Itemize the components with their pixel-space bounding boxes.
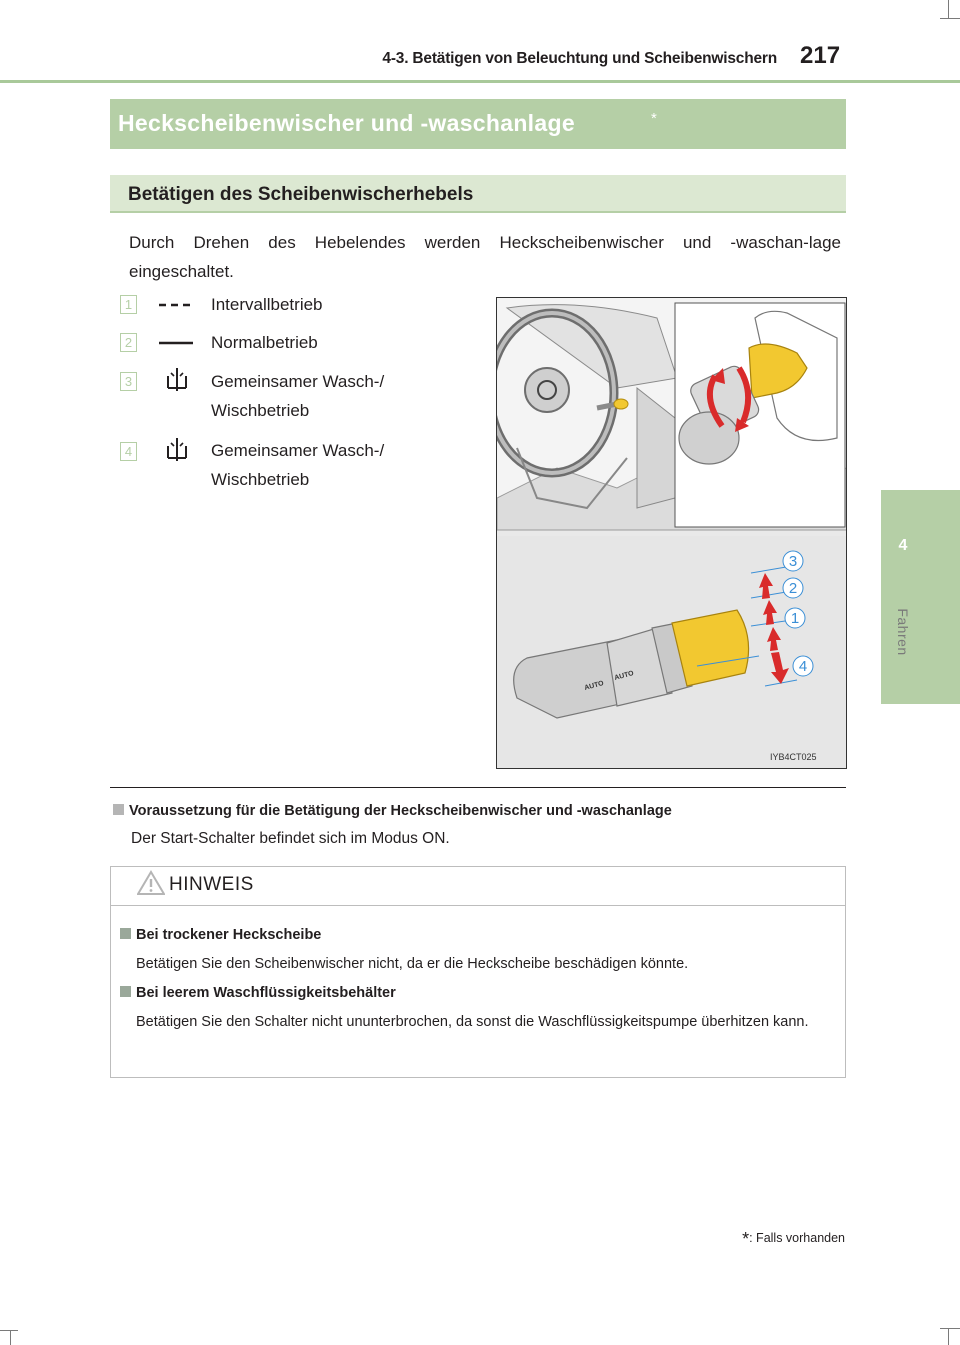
crop-mark	[0, 1330, 18, 1331]
lever-label-auto-1: AUTO	[613, 670, 635, 682]
crop-mark	[940, 1328, 960, 1329]
dashed-line-icon	[158, 302, 194, 308]
lever-label-auto-2: AUTO	[583, 680, 605, 692]
notice-title: HINWEIS	[169, 874, 254, 895]
section-header: 4-3. Betätigen von Beleuchtung und Scheibenwischern	[382, 50, 777, 67]
section-divider	[110, 787, 846, 788]
bullet-square-icon	[120, 986, 131, 997]
callout-3: 3	[788, 553, 798, 570]
callout-1: 1	[790, 610, 800, 627]
header-rule	[0, 80, 960, 83]
notice-rule	[111, 905, 845, 906]
crop-mark	[940, 18, 960, 19]
callout-2: 2	[788, 580, 798, 597]
illustration-code: IYB4CT025	[770, 752, 817, 762]
warning-triangle-icon	[137, 870, 165, 896]
bullet-square-icon	[113, 804, 124, 815]
heading1: Heckscheibenwischer und -waschanlage	[118, 110, 575, 136]
wiper-lever-illustration	[496, 297, 847, 769]
chapter-number: 4	[898, 537, 908, 554]
item-text-4	[211, 436, 441, 494]
bullet-square-icon	[120, 928, 131, 939]
notice-text-2: Betätigen Sie den Schalter nicht ununterbrochen, da sonst die Waschflüssigkeitspumpe überhitzen kann.	[136, 1014, 809, 1030]
footnote	[600, 1229, 845, 1250]
solid-line-icon	[158, 340, 194, 346]
footnote-text: : Falls vorhanden	[749, 1231, 845, 1245]
notice-heading-2-text: Bei leerem Waschflüssigkeitsbehälter	[136, 985, 396, 1001]
intro-paragraph: Durch Drehen des Hebelendes werden Heckscheibenwischer und -waschan-lage eingeschaltet.	[129, 233, 841, 281]
notice-heading-1-text: Bei trockener Heckscheibe	[136, 927, 322, 943]
rear-washer-wiper-icon	[164, 437, 190, 465]
page-number: 217	[800, 42, 841, 69]
item-text-4-span: Gemeinsamer Wasch-/ Wischbetrieb	[211, 441, 385, 489]
heading1-star: *	[651, 110, 657, 127]
condition-heading	[113, 803, 672, 819]
notice-heading-2	[120, 985, 396, 1001]
callout-4: 4	[798, 658, 808, 675]
notice-text-1: Betätigen Sie den Scheibenwischer nicht, da er die Heckscheibe beschädigen könnte.	[136, 956, 689, 972]
chapter-tab	[881, 490, 960, 704]
crop-mark	[948, 0, 949, 18]
heading2: Betätigen des Scheibenwischerhebels	[128, 184, 474, 205]
item-number-4: 4	[120, 442, 137, 461]
item-number-1: 1	[120, 295, 137, 314]
item-text-3-span: Gemeinsamer Wasch-/ Wischbetrieb	[211, 372, 385, 420]
footnote-star: *	[742, 1229, 750, 1249]
item-number-3: 3	[120, 372, 137, 391]
crop-mark	[10, 1330, 11, 1345]
item-number-2: 2	[120, 333, 137, 352]
condition-heading-text: Voraussetzung für die Betätigung der Heckscheibenwischer und -waschanlage	[129, 803, 672, 819]
notice-heading-1	[120, 927, 321, 943]
illustration-drawing	[497, 298, 847, 769]
chapter-label-text: Fahren	[895, 608, 911, 656]
condition-text: Der Start-Schalter befindet sich im Modus ON.	[131, 830, 450, 847]
item-text-1: Intervallbetrieb	[211, 295, 323, 314]
item-text-2: Normalbetrieb	[211, 333, 318, 352]
item-text-3	[211, 367, 441, 425]
rear-washer-wiper-icon	[164, 367, 190, 395]
chapter-label	[893, 602, 913, 662]
crop-mark	[948, 1328, 949, 1345]
